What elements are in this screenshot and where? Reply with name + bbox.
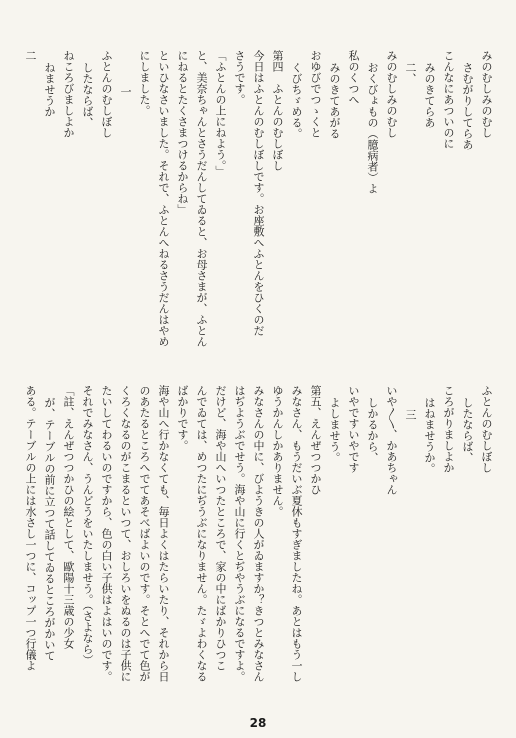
text-column: だけど、海や山へいつたところで、家の中にばかりひつこ bbox=[214, 385, 227, 671]
text-column: おゆびでつゝくと bbox=[309, 50, 322, 138]
text-column: くびちゞめる。 bbox=[290, 62, 303, 139]
top-vertical-text bbox=[20, 50, 496, 370]
text-column: 第五、えんぜつつかひ bbox=[309, 385, 322, 495]
text-column: ふとんのむしぼし bbox=[100, 50, 113, 138]
text-column: ゆうかんしかありません。 bbox=[271, 385, 284, 517]
text-column: 二、 bbox=[404, 62, 417, 84]
text-column: いやですいやです bbox=[347, 385, 360, 473]
text-column: 海や山へ行かなくても、毎日よくはたらいたり、それから日 bbox=[157, 385, 170, 682]
text-column: 「ふとんの上にねよう。」 bbox=[214, 50, 227, 177]
text-column: みのきてあがる bbox=[328, 62, 341, 139]
text-column: が、テーブルの前に立つて話してゐるところがかいて bbox=[43, 397, 56, 661]
top-text-block bbox=[20, 50, 496, 370]
text-column: にねるとたくさまつけるからね」 bbox=[176, 50, 189, 215]
text-column: 三 bbox=[404, 409, 417, 420]
text-column: 一 bbox=[119, 86, 132, 97]
text-column: ねませうか bbox=[43, 62, 56, 117]
page-number: 28 bbox=[249, 716, 267, 730]
text-column: ころがりましよか bbox=[442, 385, 455, 473]
text-column: 第四 ふとんのむしぼし bbox=[271, 50, 284, 171]
text-column: ふとんのむしぼし bbox=[480, 385, 493, 473]
text-column: こんなにあついのに bbox=[442, 50, 455, 149]
text-column: さむがりしてらあ bbox=[461, 62, 474, 150]
text-column: はぢようぶでせう。海や山に行くとぢやうぶになるですよ。 bbox=[233, 385, 246, 682]
text-column: と、美奈ちゃんとさうだんしてゐると、お母さまが、ふとん bbox=[195, 50, 208, 347]
text-column: 二 bbox=[24, 50, 37, 61]
text-column: したならば、 bbox=[81, 62, 94, 128]
text-column: みなさんの中に、びようきの人がゐますか？きつとみなさん bbox=[252, 385, 265, 682]
text-column: おくびょもの（臆病者）よ bbox=[366, 62, 379, 194]
text-column: さうです。 bbox=[233, 50, 246, 105]
text-column: 「註、えんぜつつかひの絵として、歐陽十三歳の少女 bbox=[62, 385, 75, 649]
bottom-text-block bbox=[20, 385, 496, 715]
text-column: たいしてわるいのですから、色の白い子供はよはいのです。 bbox=[100, 385, 113, 682]
text-column: ばかりです。 bbox=[176, 385, 189, 451]
text-column: はねませうか。 bbox=[423, 397, 436, 474]
text-column: よしませう。 bbox=[328, 397, 341, 463]
text-column: したならば、 bbox=[461, 397, 474, 463]
text-column: のあたるところへでてあそべばよいのです。そとへでて色が bbox=[138, 385, 151, 682]
text-column: んでゐては、めつたにぢうぶになりません。たゞよわくなる bbox=[195, 385, 208, 682]
text-column: 私のくつへ bbox=[347, 50, 360, 105]
text-column: 今日はふとんのむしぼしです。お座敷へふとんをひくのだ bbox=[252, 50, 265, 336]
text-column: みなさん、もうだいぶ夏休もすぎましたね。あとはもう一し bbox=[290, 385, 303, 682]
text-column: みのきてらあ bbox=[423, 62, 436, 128]
text-column: ある。テーブルの上には水さし一つに、コップ一つ行儀よ bbox=[24, 385, 37, 671]
text-column: いや〳〵、かあちゃん bbox=[385, 385, 398, 495]
text-column: しかるから、 bbox=[366, 397, 379, 463]
bottom-vertical-text bbox=[20, 385, 496, 715]
text-column: といひなさいました。それで、ふとんへねるさうだんはやめ bbox=[157, 50, 170, 347]
text-column: それでみなさん、うんどうをいたしませう。（さよなら） bbox=[81, 385, 94, 666]
text-column: みのむしみのむし bbox=[385, 50, 398, 138]
text-column: みのむしみのむし bbox=[480, 50, 493, 138]
text-column: くろくなるのがこまるといつて、おしろいをぬるのは子供に bbox=[119, 385, 132, 682]
text-column: にしました。 bbox=[138, 50, 151, 116]
text-column: ねころびましよか bbox=[62, 50, 75, 138]
